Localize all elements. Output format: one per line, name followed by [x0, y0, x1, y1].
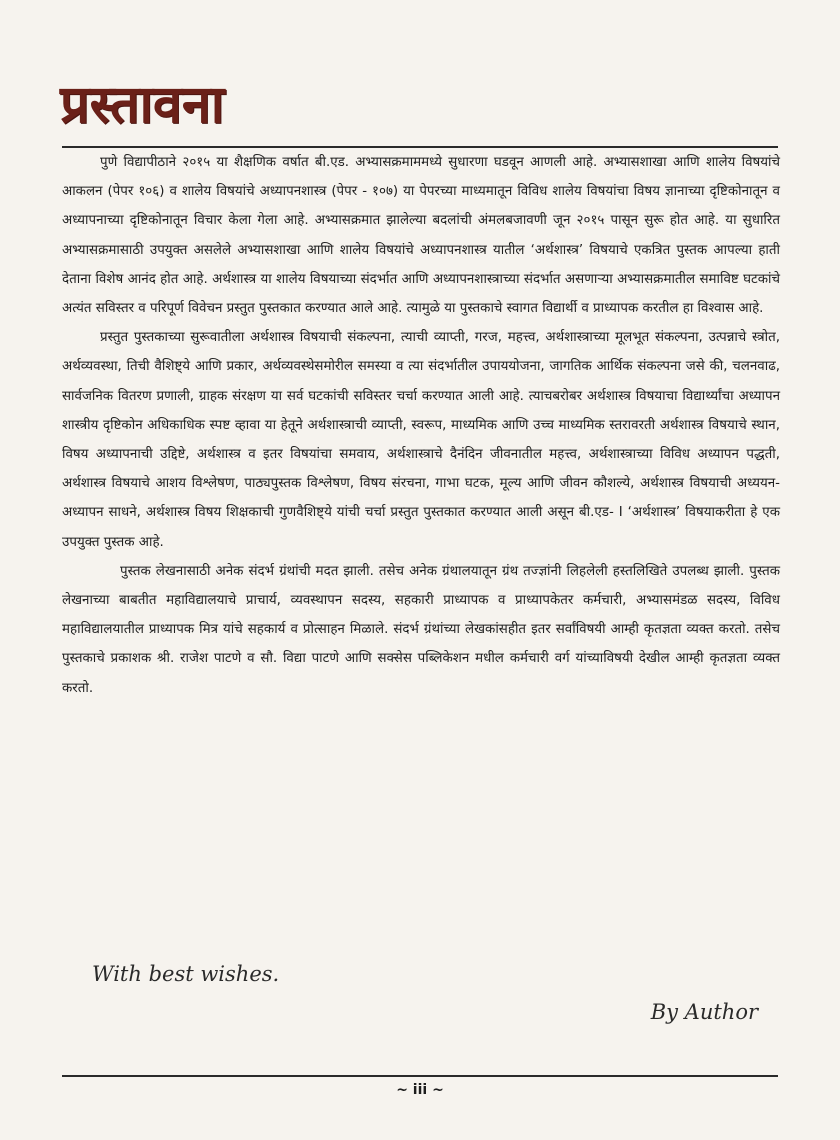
paragraph-1: पुणे विद्यापीठाने २०१५ या शैक्षणिक वर्षात बी.एड. अभ्यासक्रमाममध्ये सुधारणा घडवून आणली आहे. अभ्यासशाखा आणि शालेय विषयांचे आकलन (पेपर १०६) व शालेय विषयांचे अध्यापनशास्त्र (पेपर - १०७) या पेपरच्या माध्यमातून विविध शालेय विषयांचा विषय ज्ञानाच्या दृष्टिकोनातून व अध्यापनाच्या दृष्टिकोनातून विचार केला गेला आहे. अभ्यासक्रमात झालेल्या बदलांची अंमलबजावणी जून २०१५ पासून सुरू होत आहे. या सुधारित अभ्यासक्रमासाठी उपयुक्त असलेले अभ्यासशाखा आणि शालेय विषयांचे अध्यापनशास्त्र यातील ‘अर्थशास्त्र’ विषयाचे एकत्रित पुस्तक आपल्या हाती देताना विशेष आनंद होत आहे. अर्थशास्त्र या शालेय विषयाच्या संदर्भात आणि अध्यापनशास्त्राच्या संदर्भात असणाऱ्या अभ्यासक्रमातील समाविष्ट घटकांचे अत्यंत सविस्तर व परिपूर्ण विवेचन प्रस्तुत पुस्तकात करण्यात आले आहे. त्यामुळे या पुस्तकाचे स्वागत विद्यार्थी व प्राध्यापक करतील हा विश्वास आहे.: [62, 155, 780, 317]
paragraph-3: पुस्तक लेखनासाठी अनेक संदर्भ ग्रंथांची मदत झाली. तसेच अनेक ग्रंथालयातून ग्रंथ तज्ज्ञांनी लिहलेली हस्तलिखिते उपलब्ध झाली. पुस्तक लेखनाच्या बाबतीत महाविद्यालयाचे प्राचार्य, व्यवस्थापन सदस्य, सहकारी प्राध्यापक व प्राध्यापकेतर कर्मचारी, अभ्यासमंडळ सदस्य, विविध महाविद्यालयातील प्राध्यापक मित्र यांचे सहकार्य व प्रोत्साहन मिळाले. संदर्भ ग्रंथांच्या लेखकांसहीत इतर सर्वांविषयी आम्ही कृतज्ञता व्यक्त करतो. तसेच पुस्तकाचे प्रकाशक श्री. राजेश पाटणे व सौ. विद्या पाटणे आणि सक्सेस पब्लिकेशन मधील कर्मचारी वर्ग यांच्याविषयी देखील आम्ही कृतज्ञता व्यक्त करतो.: [62, 563, 780, 696]
document-body: [62, 148, 780, 703]
page-number: ~ iii ~: [396, 1082, 444, 1098]
author-signature: By Author: [650, 1000, 758, 1024]
paragraph-2: प्रस्तुत पुस्तकाच्या सुरूवातीला अर्थशास्त्र विषयाची संकल्पना, त्याची व्याप्ती, गरज, महत्त्व, अर्थशास्त्राच्या मूलभूत संकल्पना, उत्पन्नाचे स्त्रोत, अर्थव्यवस्था, तिची वैशिष्ट्ये आणि प्रकार, अर्थव्यवस्थेसमोरील समस्या व त्या संदर्भातील उपाययोजना, जागतिक आर्थिक संकल्पना जसे की, चलनवाढ, सार्वजनिक वितरण प्रणाली, ग्राहक संरक्षण या सर्व घटकांची सविस्तर चर्चा करण्यात आली आहे. त्याचबरोबर अर्थशास्त्र विषयाचा विद्यार्थ्यांचा अध्यापन शास्त्रीय दृष्टिकोन अधिकाधिक स्पष्ट व्हावा या हेतूने अर्थशास्त्राची व्याप्ती, स्वरूप, माध्यमिक आणि उच्च माध्यमिक स्तरावरती अर्थशास्त्र विषयाचे स्थान, विषय अध्यापनाची उद्दिष्टे, अर्थशास्त्र व इतर विषयांचा समवाय, अर्थशास्त्राचे दैनंदिन जीवनातील महत्त्व, अर्थशास्त्राच्या विविध अध्यापन पद्धती, अर्थशास्त्र विषयाचे आशय विश्लेषण, पाठ्यपुस्तक विश्लेषण, विषय संरचना, गाभा घटक, मूल्य आणि जीवन कौशल्ये, अर्थशास्त्र विषयाची अध्ययन-अध्यापन साधने, अर्थशास्त्र विषय शिक्षकाची गुणवैशिष्ट्ये यांची चर्चा प्रस्तुत पुस्तकात करण्यात आली असून बी.एड- I ‘अर्थशास्त्र’ विषयाकरीता हे एक उपयुक्त पुस्तक आहे.: [62, 330, 780, 550]
bottom-divider: [62, 1075, 778, 1077]
signoff-text: With best wishes.: [92, 962, 280, 986]
page-title: प्रस्तावना: [60, 75, 225, 135]
